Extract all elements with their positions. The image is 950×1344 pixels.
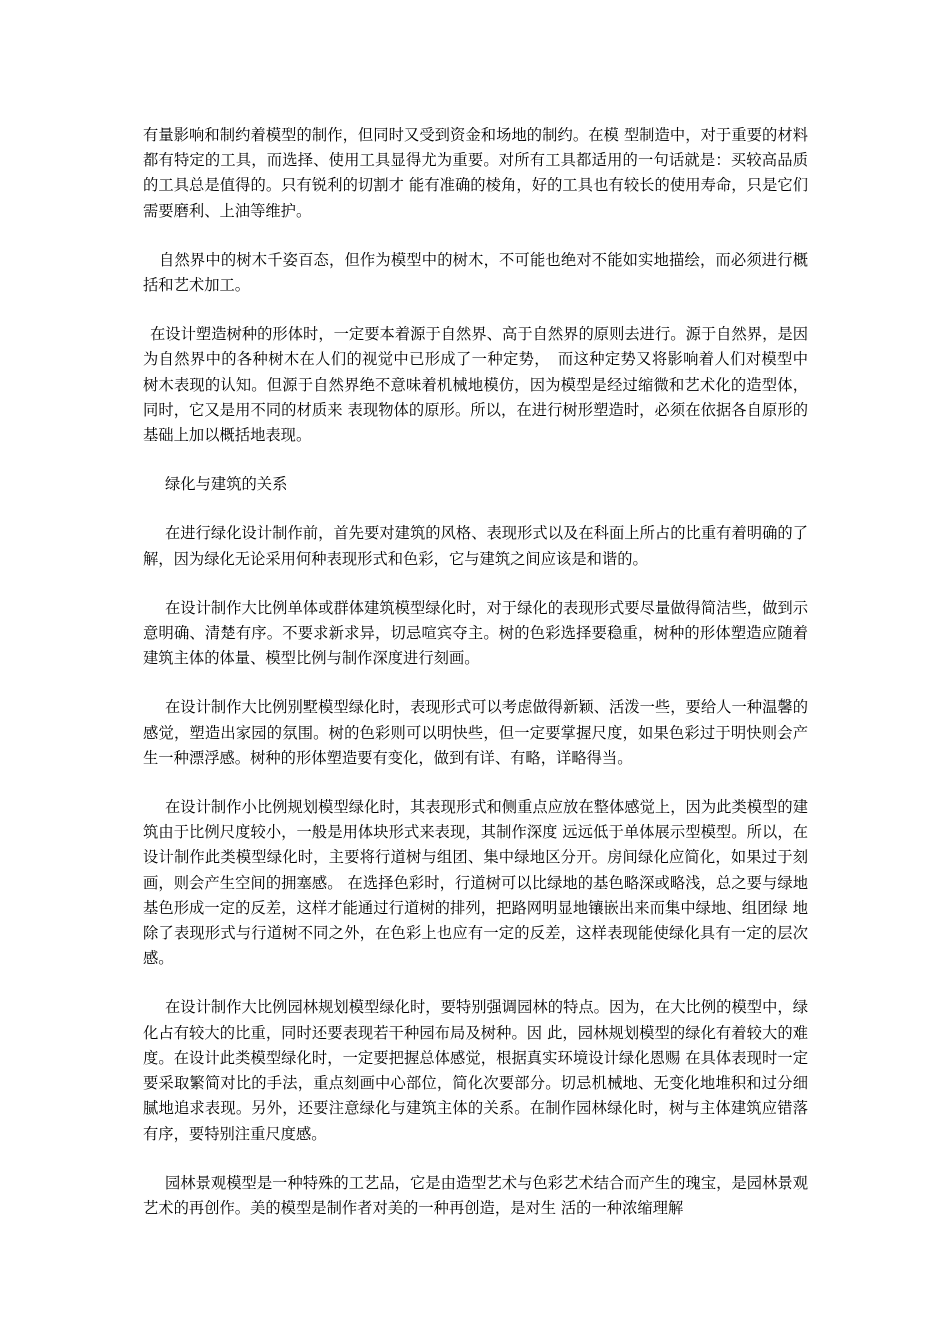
paragraph-gap [143, 448, 808, 472]
paragraph-gap [143, 497, 808, 521]
paragraph-gap [143, 971, 808, 995]
paragraph-gap [143, 1147, 808, 1171]
paragraph-gap [143, 572, 808, 596]
paragraph-gap [143, 298, 808, 322]
paragraph-tools: 有量影响和制约着模型的制作，但同时又受到资金和场地的制约。在模 型制造中，对于重要的材料都有特定的工具，而选择、使用工具显得尤为重要。对所有工具都适用的一句话就是：买较高品质的工具总是值得的。只有锐利的切割才 能有准确的棱角，好的工具也有较长的使用寿命，只是它们需要磨利、上油等维护。 [143, 126, 808, 220]
paragraph-tree-shaping: 在设计塑造树种的形体时，一定要本着源于自然界、高于自然界的原则去进行。源于自然界，是因为自然界中的各种树木在人们的视觉中已形成了一种定势， 而这种定势又将影响着人们对模型中树木表现的认知。但源于自然界绝不意味着机械地模仿，因为模型是经过缩微和艺术化的造型体，同时，它又是用不同的材质来 表现物体的原形。所以，在进行树形塑造时，必须在依据各自原形的基础上加以概括地表现。 [143, 325, 808, 445]
paragraph-garden-planning: 在设计制作大比例园林规划模型绿化时，要特别强调园林的特点。因为，在大比例的模型中，绿化占有较大的比重，同时还要表现若干种园布局及树种。因 此，园林规划模型的绿化有着较大的难度。在设计此类模型绿化时，一定要把握总体感觉，根据真实环境设计绿化恩赐 在具体表现时一定要采取繁简对比的手法，重点刻画中心部位，简化次要部分。切忌机械地、无变化地堆积和过分细腻地追求表现。另外，还要注意绿化与建筑主体的关系。在制作园林绿化时，树与主体建筑应错落有序，要特别注重尺度感。 [143, 998, 808, 1143]
paragraph-landscape-model: 园林景观模型是一种特殊的工艺品，它是由造型艺术与色彩艺术结合而产生的瑰宝，是园林景观艺术的再创作。美的模型是制作者对美的一种再创造，是对生 活的一种浓缩理解 [143, 1173, 808, 1217]
paragraph-villa-model: 在设计制作大比例别墅模型绿化时，表现形式可以考虑做得新颖、活泼一些，要给人一种温馨的感觉，塑造出家园的氛围。树的色彩则可以明快些，但一定要掌握尺度，如果色彩过于明快则会产生一种漂浮感。树种的形体塑造要有变化，做到有详、有略，详略得当。 [143, 698, 808, 767]
paragraph-gap [143, 224, 808, 248]
paragraph-greening-before: 在进行绿化设计制作前，首先要对建筑的风格、表现形式以及在科面上所占的比重有着明确的了解，因为绿化无论采用何种表现形式和色彩，它与建筑之间应该是和谐的。 [143, 524, 808, 568]
paragraph-trees-variety: 自然界中的树木千姿百态，但作为模型中的树木，不可能也绝对不能如实地描绘，而必须进行概括和艺术加工。 [143, 250, 808, 295]
paragraph-gap [143, 671, 808, 695]
paragraph-small-scale-planning: 在设计制作小比例规划模型绿化时，其表现形式和侧重点应放在整体感觉上，因为此类模型的建筑由于比例尺度较小，一般是用体块形式来表现，其制作深度 远远低于单体展示型模型。所以，在设计制作此类模型绿化时，主要将行道树与组团、集中绿地区分开。房间绿化应简化，如果过于刻画，则会产生空间的拥塞感。 在选择色彩时，行道树可以比绿地的基色略深或略浅，总之要与绿地基色形成一定的反差，这样才能通过行道树的排列，把路网明显地镶嵌出来而集中绿地、组团绿 地除了表现形式与行道树不同之外，在色彩上也应有一定的反差，这样表现能使绿化具有一定的层次感。 [143, 798, 808, 968]
section-heading: 绿化与建筑的关系 [165, 475, 288, 494]
document-page [143, 123, 808, 1221]
paragraph-large-scale-building: 在设计制作大比例单体或群体建筑模型绿化时，对于绿化的表现形式要尽量做得简洁些，做到示意明确、清楚有序。不要求新求异，切忌喧宾夺主。树的色彩选择要稳重，树种的形体塑造应随着建筑主体的体量、模型比例与制作深度进行刻画。 [143, 598, 808, 668]
paragraph-gap [143, 771, 808, 795]
